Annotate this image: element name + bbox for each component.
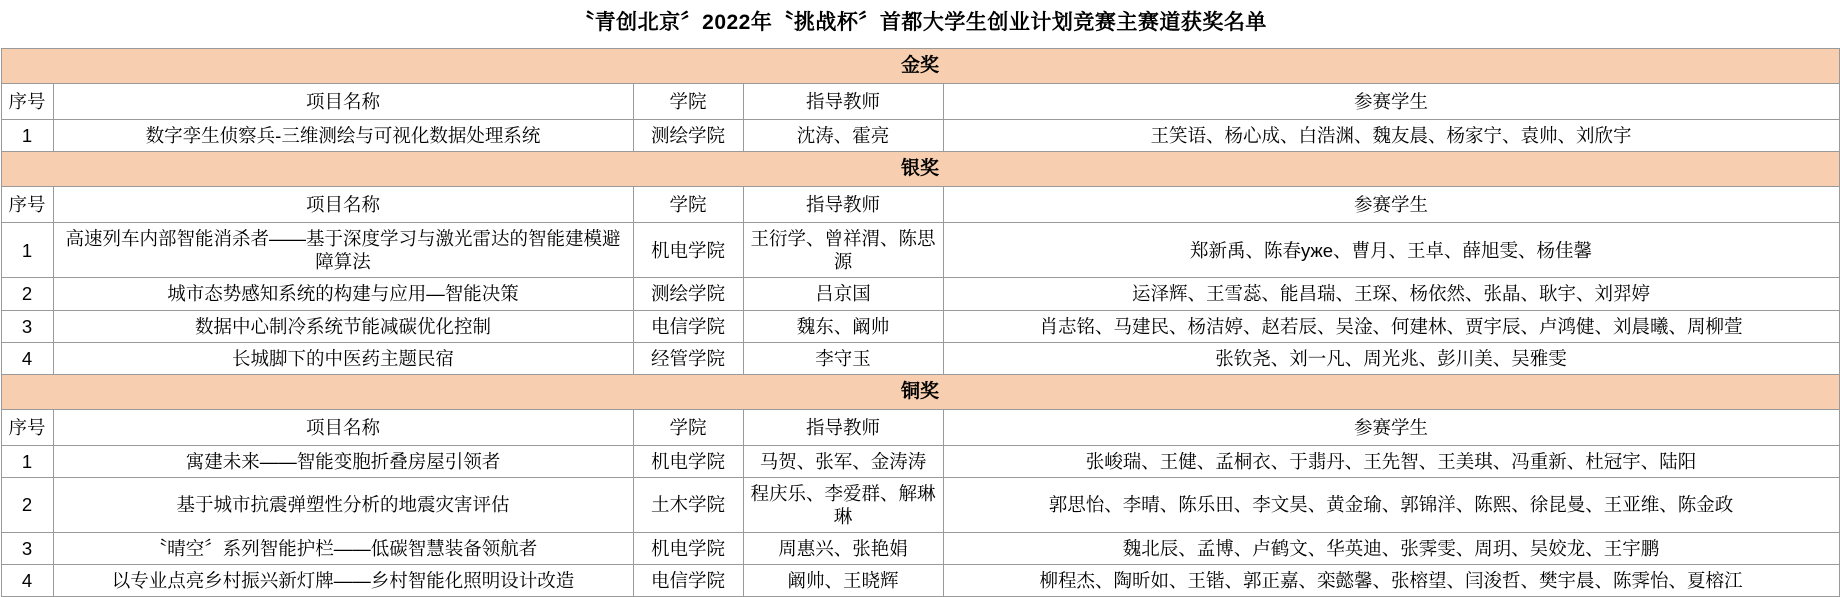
cell-students: 肖志铭、马建民、杨洁婷、赵若辰、吴淦、何建林、贾宇辰、卢鸿健、刘晨曦、周柳萱 (943, 310, 1839, 342)
cell-students: 王笑语、杨心成、白浩渊、魏友晨、杨家宁、袁帅、刘欣宇 (943, 120, 1839, 152)
cell-college: 机电学院 (633, 533, 743, 565)
column-header-teacher: 指导教师 (743, 409, 943, 445)
cell-project-name: 寓建未来——智能变胞折叠房屋引领者 (53, 445, 633, 477)
cell-advisor: 程庆乐、李爱群、解琳琳 (743, 477, 943, 532)
table-row (1, 445, 1839, 477)
column-header-index: 序号 (1, 187, 53, 223)
cell-students: 郭思怡、李晴、陈乐田、李文昊、黄金瑜、郭锦洋、陈熙、徐昆曼、王亚维、陈金政 (943, 477, 1839, 532)
cell-index: 1 (1, 120, 53, 152)
column-header-students: 参赛学生 (943, 409, 1839, 445)
cell-advisor: 马贺、张军、金涛涛 (743, 445, 943, 477)
cell-index: 1 (1, 445, 53, 477)
cell-college: 测绘学院 (633, 278, 743, 310)
cell-project-name: 基于城市抗震弹塑性分析的地震灾害评估 (53, 477, 633, 532)
cell-students: 魏北辰、孟博、卢鹤文、华英迪、张霁雯、周玥、吴姣龙、王宇鹏 (943, 533, 1839, 565)
cell-college: 机电学院 (633, 445, 743, 477)
column-header-college: 学院 (633, 84, 743, 120)
column-header-college: 学院 (633, 409, 743, 445)
table-row (1, 310, 1839, 342)
cell-advisor: 阚帅、王晓辉 (743, 565, 943, 597)
cell-project-name: 城市态势感知系统的构建与应用—智能决策 (53, 278, 633, 310)
cell-project-name: 高速列车内部智能消杀者——基于深度学习与激光雷达的智能建模避障算法 (53, 223, 633, 278)
cell-college: 电信学院 (633, 310, 743, 342)
page-title: 〝青创北京〞2022年〝挑战杯〞首都大学生创业计划竞赛主赛道获奖名单 (573, 11, 1267, 34)
cell-advisor: 李守玉 (743, 342, 943, 374)
document-title-row (1, 0, 1839, 49)
cell-students: 柳程杰、陶昕如、王锴、郭正嘉、栾懿馨、张榕望、闫浚哲、樊宇晨、陈霁怡、夏榕江 (943, 565, 1839, 597)
cell-index: 4 (1, 342, 53, 374)
cell-index: 2 (1, 278, 53, 310)
column-header-index: 序号 (1, 409, 53, 445)
column-header-row (1, 84, 1839, 120)
table-row (1, 565, 1839, 597)
cell-college: 土木学院 (633, 477, 743, 532)
cell-college: 电信学院 (633, 565, 743, 597)
table-row (1, 533, 1839, 565)
table-row (1, 120, 1839, 152)
cell-advisor: 沈涛、霍亮 (743, 120, 943, 152)
cell-project-name: 数据中心制冷系统节能减碳优化控制 (53, 310, 633, 342)
table-row (1, 223, 1839, 278)
column-header-students: 参赛学生 (943, 187, 1839, 223)
column-header-teacher: 指导教师 (743, 187, 943, 223)
award-list-table (1, 0, 1840, 597)
cell-index: 3 (1, 310, 53, 342)
column-header-college: 学院 (633, 187, 743, 223)
cell-project-name: 以专业点亮乡村振兴新灯牌——乡村智能化照明设计改造 (53, 565, 633, 597)
column-header-project: 项目名称 (53, 409, 633, 445)
cell-college: 经管学院 (633, 342, 743, 374)
cell-college: 机电学院 (633, 223, 743, 278)
cell-advisor: 王衍学、曾祥渭、陈思源 (743, 223, 943, 278)
column-header-row (1, 409, 1839, 445)
cell-advisor: 吕京国 (743, 278, 943, 310)
cell-project-name: 〝晴空〞系列智能护栏——低碳智慧装备领航者 (53, 533, 633, 565)
column-header-students: 参赛学生 (943, 84, 1839, 120)
cell-index: 4 (1, 565, 53, 597)
cell-college: 测绘学院 (633, 120, 743, 152)
cell-project-name: 长城脚下的中医药主题民宿 (53, 342, 633, 374)
cell-students: 郑新禹、陈春уже、曹月、王卓、薛旭雯、杨佳馨 (943, 223, 1839, 278)
cell-index: 2 (1, 477, 53, 532)
column-header-teacher: 指导教师 (743, 84, 943, 120)
award-band-row (1, 374, 1839, 409)
table-row (1, 278, 1839, 310)
cell-students: 张钦尧、刘一凡、周光兆、彭川美、吴雅雯 (943, 342, 1839, 374)
award-band-row (1, 152, 1839, 187)
cell-project-name: 数字孪生侦察兵-三维测绘与可视化数据处理系统 (53, 120, 633, 152)
award-band-label: 银奖 (1, 152, 1839, 187)
award-band-label: 铜奖 (1, 374, 1839, 409)
cell-advisor: 周惠兴、张艳娟 (743, 533, 943, 565)
cell-students: 张峻瑞、王健、孟桐衣、于翡丹、王先智、王美琪、冯重新、杜冠宇、陆阳 (943, 445, 1839, 477)
cell-index: 3 (1, 533, 53, 565)
column-header-row (1, 187, 1839, 223)
award-band-label: 金奖 (1, 49, 1839, 84)
cell-advisor: 魏东、阚帅 (743, 310, 943, 342)
award-band-row (1, 49, 1839, 84)
column-header-index: 序号 (1, 84, 53, 120)
cell-index: 1 (1, 223, 53, 278)
cell-students: 运泽辉、王雪蕊、能昌瑞、王琛、杨依然、张晶、耿宇、刘羿婷 (943, 278, 1839, 310)
table-row (1, 342, 1839, 374)
column-header-project: 项目名称 (53, 187, 633, 223)
column-header-project: 项目名称 (53, 84, 633, 120)
table-row (1, 477, 1839, 532)
